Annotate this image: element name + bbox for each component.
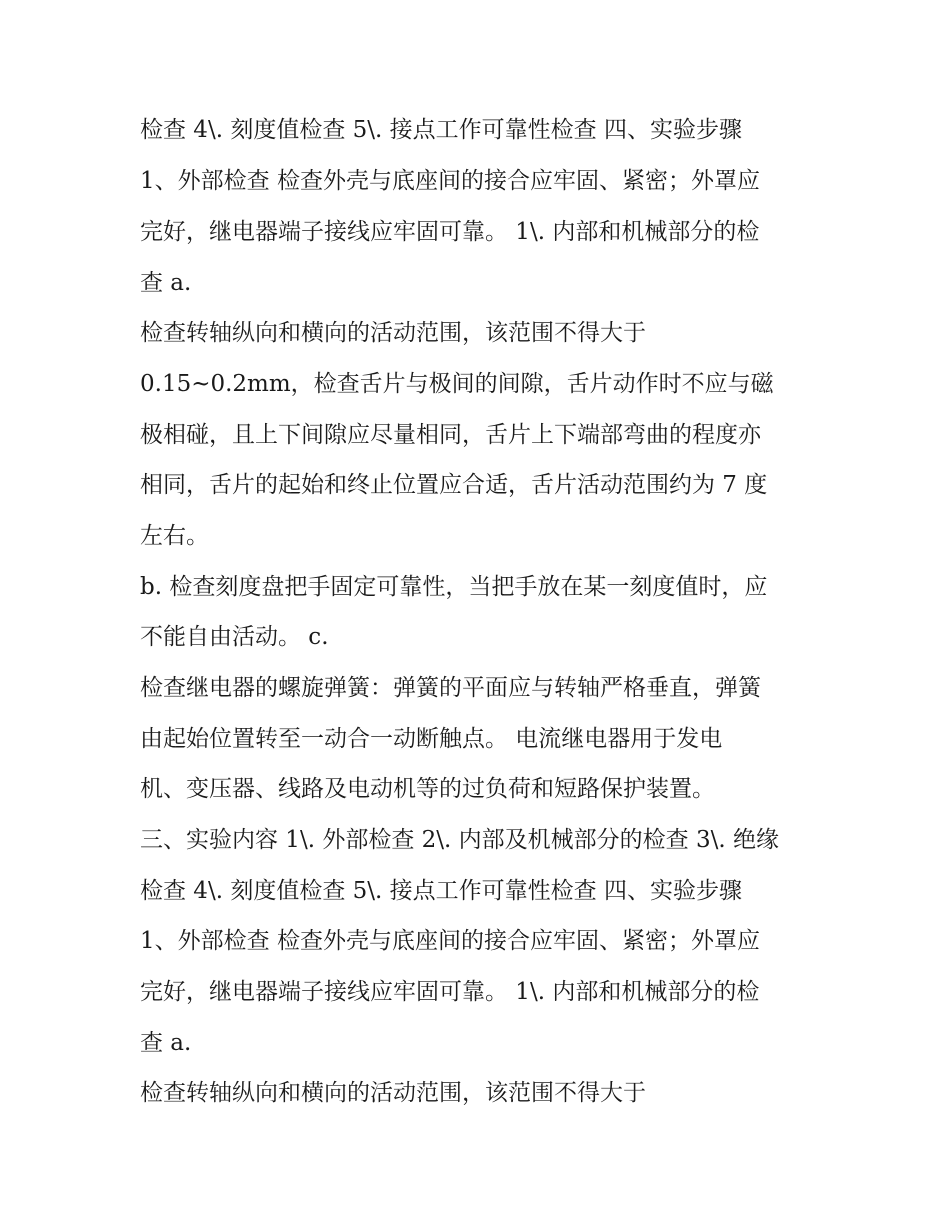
text-line: 三、实验内容 1\. 外部检查 2\. 内部及机械部分的检查 3\. 绝缘	[140, 827, 779, 853]
text-line: 0.15~0.2mm，检查舌片与极间的间隙，舌片动作时不应与磁	[140, 371, 774, 397]
text-line: 相同，舌片的起始和终止位置应合适，舌片活动范围约为 7 度	[140, 472, 768, 498]
text-line: 机、变压器、线路及电动机等的过负荷和短路保护装置。	[140, 776, 715, 802]
text-line: 完好，继电器端子接线应牢固可靠。 1\. 内部和机械部分的检	[140, 219, 760, 245]
text-line: 1、外部检查 检查外壳与底座间的接合应牢固、紧密；外罩应	[140, 928, 760, 954]
text-line: 查 a.	[140, 270, 192, 296]
text-line: 检查转轴纵向和横向的活动范围，该范围不得大于	[140, 1080, 646, 1106]
text-line: 查 a.	[140, 1030, 192, 1056]
text-line: b. 检查刻度盘把手固定可靠性，当把手放在某一刻度值时，应	[140, 574, 768, 600]
text-line: 左右。	[140, 523, 209, 549]
text-line: 检查继电器的螺旋弹簧：弹簧的平面应与转轴严格垂直，弹簧	[140, 675, 761, 701]
text-line: 检查 4\. 刻度值检查 5\. 接点工作可靠性检查 四、实验步骤	[140, 878, 742, 904]
text-line: 检查转轴纵向和横向的活动范围，该范围不得大于	[140, 320, 646, 346]
text-line: 检查 4\. 刻度值检查 5\. 接点工作可靠性检查 四、实验步骤	[140, 117, 742, 143]
text-line: 1、外部检查 检查外壳与底座间的接合应牢固、紧密；外罩应	[140, 168, 760, 194]
text-line: 由起始位置转至一动合一动断触点。 电流继电器用于发电	[140, 726, 723, 752]
text-line: 极相碰，且上下间隙应尽量相同，舌片上下端部弯曲的程度亦	[140, 422, 761, 448]
text-line: 不能自由活动。 c.	[140, 624, 329, 650]
text-line: 完好，继电器端子接线应牢固可靠。 1\. 内部和机械部分的检	[140, 979, 760, 1005]
